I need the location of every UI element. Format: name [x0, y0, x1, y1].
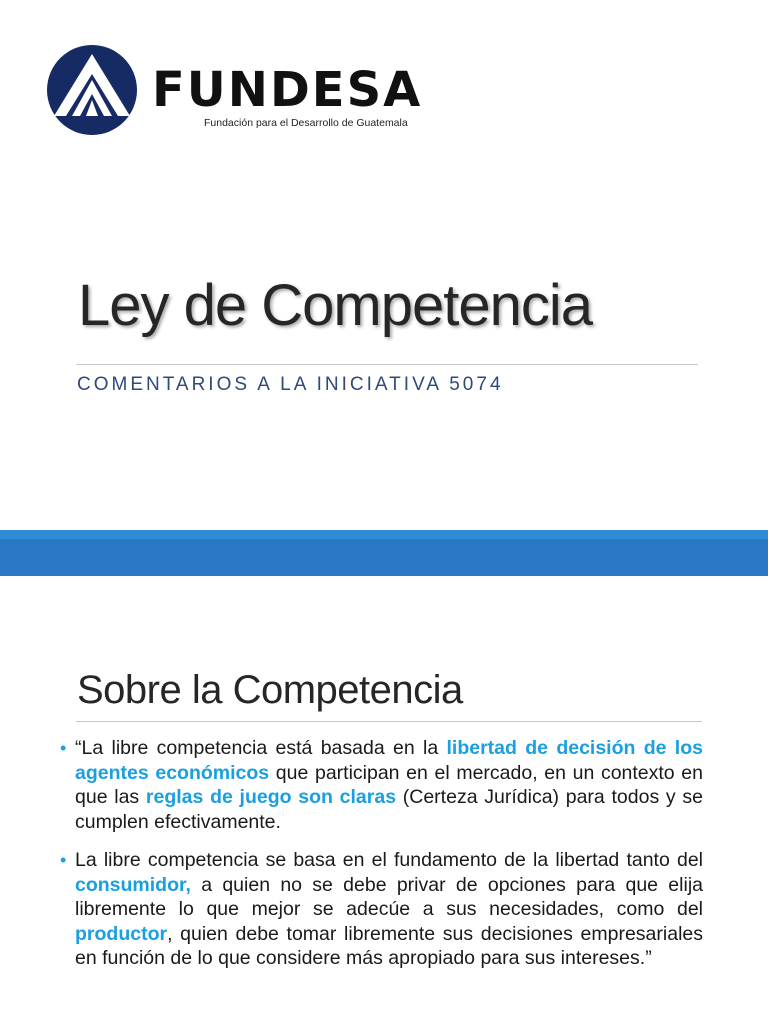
fundesa-logo: [46, 44, 476, 140]
content-slide: [0, 576, 768, 1024]
bullet-dot-icon: •: [60, 850, 67, 870]
highlight-text: consumidor,: [75, 873, 191, 896]
section-heading: Sobre la Competencia: [77, 668, 463, 712]
bullet-text: , quien debe tomar libremente sus decisiones empresariales en función de lo que considere más apropiado para sus intereses.”: [75, 922, 703, 969]
bullet-text: que participan en el mercado, en un contexto en que las: [75, 761, 703, 808]
bullet-item-1: [0, 736, 703, 834]
logo-tagline: Fundación para el Desarrollo de Guatemala: [204, 117, 408, 129]
bullet-text: (Certeza Jurídica) para todos y se cumplen efectivamente.: [75, 786, 703, 833]
slide-title: Ley de Competencia: [78, 273, 592, 338]
logo-wordmark: FUNDESA: [152, 62, 423, 118]
highlight-text: reglas de juego son claras: [145, 786, 397, 808]
bullet-text: “La libre competencia está basada en la: [75, 737, 447, 759]
slide-subtitle: COMENTARIOS A LA INICIATIVA 5074: [77, 374, 504, 395]
bullet-dot-icon: •: [60, 738, 67, 758]
slide-separator-top: [0, 530, 768, 539]
bullet-item-2: [0, 848, 703, 971]
bullet-list: [0, 736, 768, 971]
bullet-text: La libre competencia se basa en el fundamento de la libertad tanto del: [75, 849, 703, 871]
fundesa-emblem-icon: [46, 44, 138, 136]
slide-separator-bar: [0, 539, 768, 576]
title-divider: [76, 364, 698, 365]
bullet-text: a quien no se debe privar de opciones para que elija libremente lo que mejor se adecúe a sus necesidades, como del: [75, 873, 703, 920]
heading-divider: [76, 721, 702, 722]
highlight-text: productor: [75, 922, 168, 945]
highlight-text: libertad de decisión de los agentes económicos: [75, 737, 703, 784]
